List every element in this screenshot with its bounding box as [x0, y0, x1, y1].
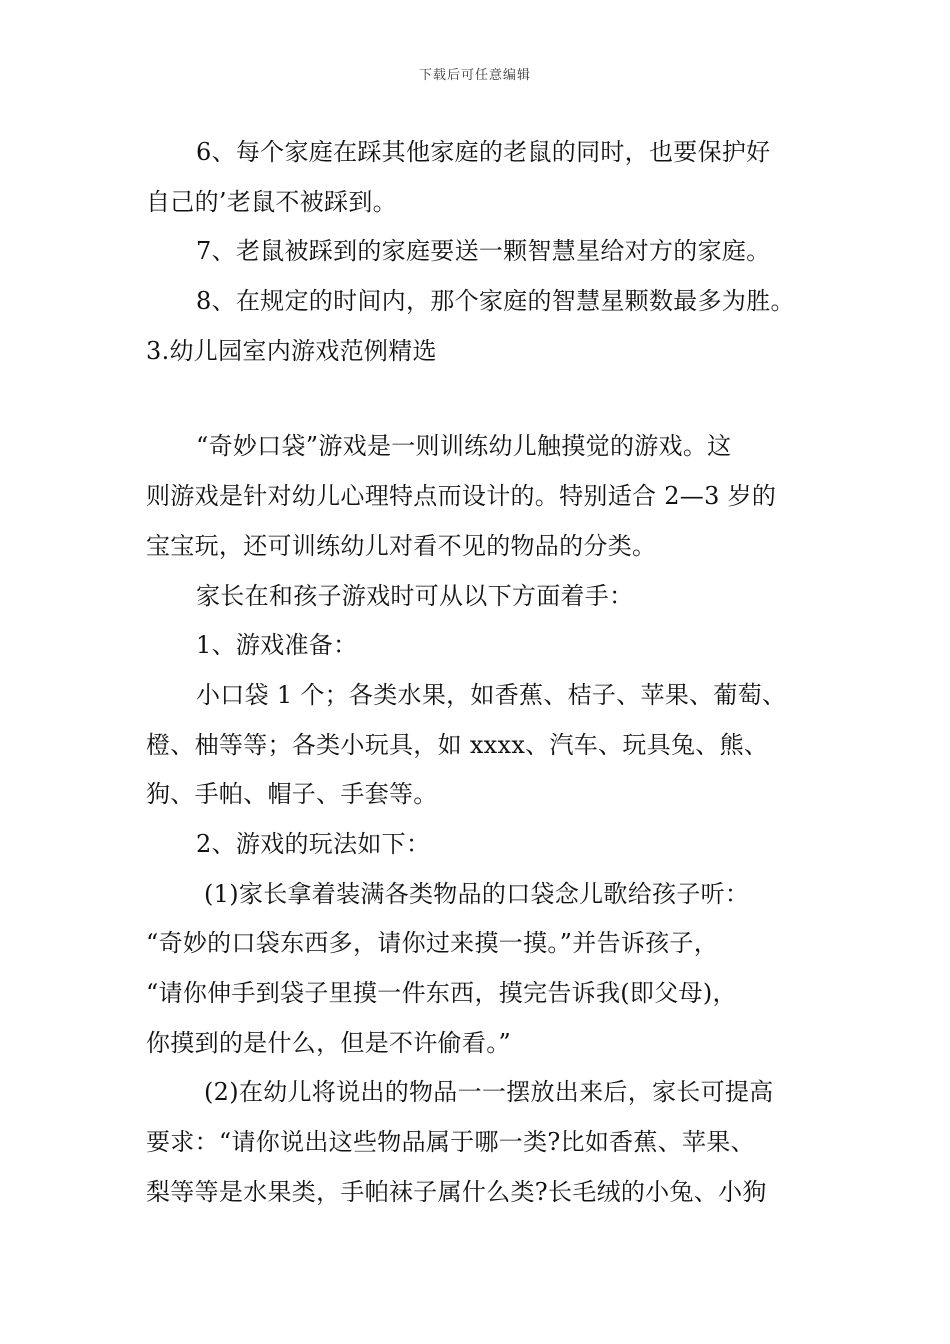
text-line: 7、老鼠被踩到的家庭要送一颗智慧星给对方的家庭。	[196, 237, 771, 266]
text-line: 则游戏是针对幼儿心理特点而设计的。特别适合 2—3 岁的	[146, 482, 777, 511]
document-body	[146, 128, 818, 1217]
text-line: 小口袋 1 个；各类水果，如香蕉、桔子、苹果、葡萄、	[196, 680, 787, 709]
text-line: 2、游戏的玩法如下：	[196, 829, 431, 858]
text-line: 狗、手帕、帽子、手套等。	[146, 780, 438, 809]
text-line: 橙、柚等等；各类小玩具，如 xxxx、汽车、玩具兔、熊、	[146, 730, 769, 759]
text-line: 你摸到的是什么，但是不许偷看。”	[146, 1028, 512, 1057]
spacer	[146, 376, 818, 422]
page-header: 下载后可任意编辑	[418, 68, 531, 83]
text-line: “奇妙的口袋东西多，请你过来摸一摸。”并告诉孩子，	[146, 929, 719, 958]
text-line: 自己的’老鼠不被踩到。	[146, 187, 397, 216]
text-line: 6、每个家庭在踩其他家庭的老鼠的同时，也要保护好	[196, 138, 771, 166]
text-line: 要求：“请你说出这些物品属于哪一类?比如香蕉、苹果、	[146, 1128, 755, 1157]
text-line: (2)在幼儿将说出的物品一一摆放出来后，家长可提高	[204, 1078, 774, 1107]
text-line: 1、游戏准备：	[196, 631, 358, 660]
section-heading: 3.幼儿园室内游戏范例精选	[146, 336, 437, 365]
text-line: 宝宝玩，还可训练幼儿对看不见的物品的分类。	[146, 531, 657, 560]
text-line: “奇妙口袋”游戏是一则训练幼儿触摸觉的游戏。这	[196, 432, 732, 461]
text-line: 梨等等是水果类，手帕袜子属什么类?长毛绒的小兔、小狗	[146, 1177, 767, 1206]
text-line: 家长在和孩子游戏时可从以下方面着手：	[196, 581, 634, 610]
text-line: 8、在规定的时间内，那个家庭的智慧星颗数最多为胜。	[196, 287, 795, 316]
text-line: (1)家长拿着装满各类物品的口袋念儿歌给孩子听：	[204, 879, 750, 908]
text-line: “请你伸手到袋子里摸一件东西，摸完告诉我(即父母)，	[146, 979, 737, 1007]
